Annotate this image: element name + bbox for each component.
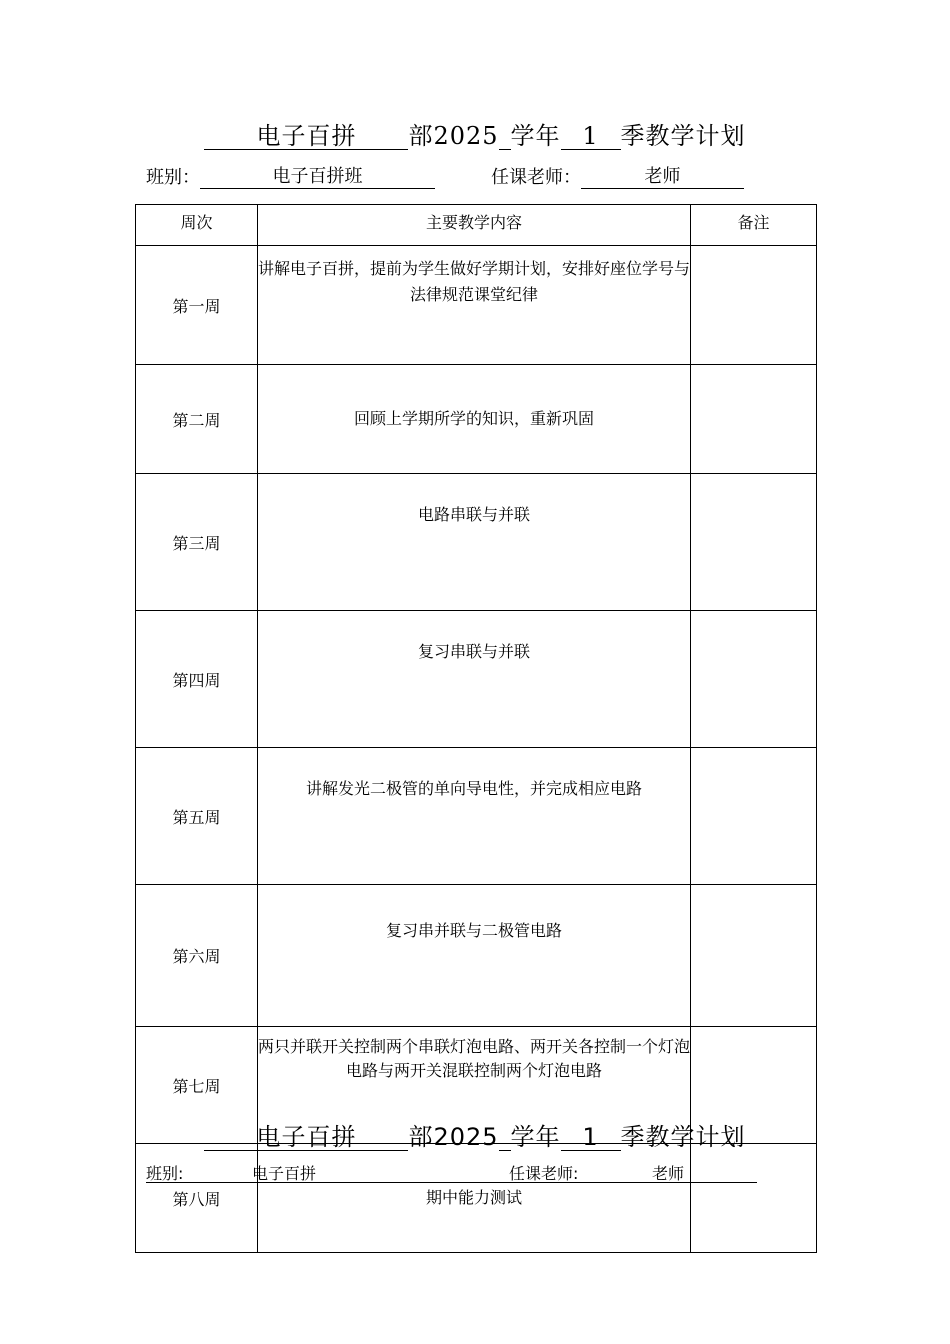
header-note: 备注	[691, 205, 817, 246]
teaching-plan-table	[135, 204, 817, 1253]
header-content: 主要教学内容	[258, 205, 691, 246]
week-cell: 第一周	[136, 246, 258, 365]
note-cell	[691, 748, 817, 885]
table-row	[136, 365, 817, 474]
plan-suffix: 季教学计划	[620, 122, 746, 150]
content-cell: 回顾上学期所学的知识，重新巩固	[258, 365, 691, 474]
table-row	[136, 885, 817, 1027]
table-row	[136, 611, 817, 748]
table-row	[136, 474, 817, 611]
note-cell	[691, 885, 817, 1027]
footer-class-value: 电子百拼	[252, 1164, 317, 1183]
footer-plan-suffix: 季教学计划	[620, 1123, 746, 1151]
content-cell: 讲解电子百拼，提前为学生做好学期计划，安排好座位学号与法律规范课堂纪律	[258, 246, 691, 365]
dept-suffix: 部	[408, 122, 434, 150]
teacher-label: 任课老师：	[491, 167, 581, 188]
week-cell: 第七周	[136, 1027, 258, 1144]
footer-year-text: 2025	[433, 1123, 499, 1151]
class-info-line	[146, 163, 744, 189]
table-row	[136, 246, 817, 365]
next-page-title	[0, 1117, 950, 1152]
content-cell: 讲解发光二极管的单向导电性，并完成相应电路	[258, 748, 691, 885]
footer-year-suffix: 学年	[510, 1123, 561, 1151]
footer-teacher-label: 任课老师:	[509, 1164, 579, 1183]
year-blank	[499, 123, 511, 150]
note-cell	[691, 365, 817, 474]
footer-dept-suffix: 部	[408, 1123, 434, 1151]
week-cell: 第三周	[136, 474, 258, 611]
next-page-info-line	[146, 1161, 757, 1183]
header-week: 周次	[136, 205, 258, 246]
content-cell: 电路串联与并联	[258, 474, 691, 611]
week-cell: 第五周	[136, 748, 258, 885]
term-field: 1	[561, 123, 621, 150]
class-label: 班别：	[146, 167, 200, 188]
table-row	[136, 1144, 817, 1253]
footer-class-label: 班别:	[146, 1164, 184, 1183]
footer-term-field: 1	[561, 1124, 621, 1151]
page-title	[0, 116, 950, 151]
note-cell	[691, 474, 817, 611]
content-cell: 期中能力测试	[258, 1144, 691, 1253]
footer-year-blank	[499, 1124, 511, 1151]
table-row	[136, 748, 817, 885]
year-text: 2025	[433, 122, 499, 150]
teacher-value: 老师	[581, 166, 744, 189]
content-cell: 两只并联开关控制两个串联灯泡电路、两开关各控制一个灯泡电路与两开关混联控制两个灯泡电路	[258, 1027, 691, 1144]
week-cell: 第四周	[136, 611, 258, 748]
note-cell	[691, 1144, 817, 1253]
note-cell	[691, 246, 817, 365]
footer-subject-field: 电子百拼	[204, 1124, 408, 1151]
note-cell	[691, 611, 817, 748]
week-cell: 第六周	[136, 885, 258, 1027]
content-cell: 复习串并联与二极管电路	[258, 885, 691, 1027]
year-suffix: 学年	[510, 122, 561, 150]
week-cell: 第八周	[136, 1144, 258, 1253]
content-cell: 复习串联与并联	[258, 611, 691, 748]
footer-teacher-value: 老师	[652, 1164, 685, 1183]
week-cell: 第二周	[136, 365, 258, 474]
table-header-row	[136, 205, 817, 246]
class-value: 电子百拼班	[200, 166, 435, 189]
subject-field: 电子百拼	[204, 123, 408, 150]
